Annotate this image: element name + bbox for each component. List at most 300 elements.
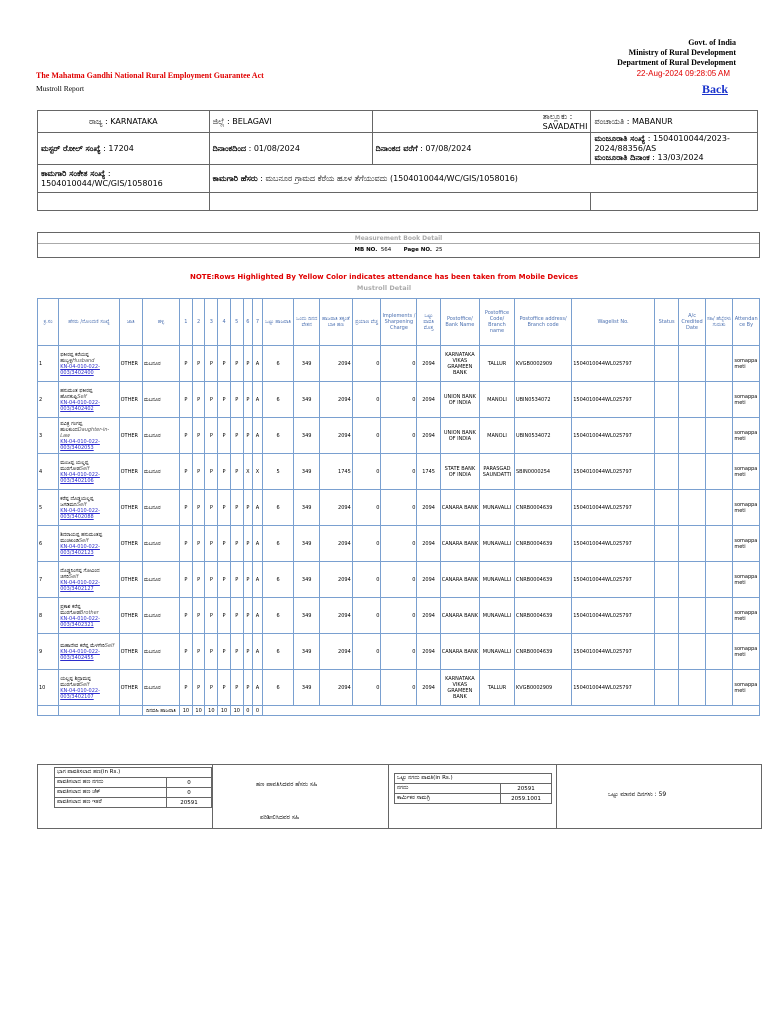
worker-cell[interactable] <box>59 598 119 634</box>
table-row <box>38 382 760 418</box>
due-cell: 2094 <box>417 490 440 526</box>
branch-cell: MUNAVALLI <box>479 634 514 670</box>
registration-link[interactable]: KN-04-010-022-003/3402123 <box>60 543 100 556</box>
travel-cell: 0 <box>352 634 381 670</box>
col-implements: Implements / Sharpening Charge <box>381 299 417 346</box>
mustroll-table <box>37 298 760 716</box>
worker-cell[interactable] <box>59 454 119 490</box>
wagelist-cell: 1504010044WL025797 <box>572 490 655 526</box>
attendance-cell: A <box>253 418 263 454</box>
attendance-cell: P <box>180 382 193 418</box>
total-cell: 6 <box>262 490 294 526</box>
sl-cell: 7 <box>38 562 59 598</box>
wage-cell: 2094 <box>319 526 352 562</box>
attendance-cell: P <box>205 598 218 634</box>
wage-cell: 2094 <box>319 382 352 418</box>
rate-cell: 349 <box>294 526 319 562</box>
back-link[interactable]: Back <box>701 82 728 96</box>
attendance-cell: X <box>243 454 253 490</box>
attendance-cell: P <box>205 526 218 562</box>
caste-cell: OTHER <box>119 670 142 706</box>
branch-code-cell: SBIN0000254 <box>514 454 571 490</box>
branch-code-cell: UBIN0534072 <box>514 418 571 454</box>
bank-cell: UNION BANK OF INDIA <box>440 418 479 454</box>
district-cell: ಜಿಲ್ಲೆ : BELAGAVI <box>209 111 372 133</box>
col-signature: ಸಹಿ/ ಹೆಬ್ಬೆರಳು ಗುರುತು <box>705 299 733 346</box>
blank-cell <box>591 193 758 211</box>
village-cell: ಮಬನೂರ <box>142 382 179 418</box>
signature-cell <box>705 454 733 490</box>
work-name-cell: ಕಾಮಗಾರಿ ಹೆಸರು : ಮಬನೂರ ಗ್ರಾಮದ ಕೆರೆಯ ಹೂಳ ತೆಗೆಯುವದು (1504010044/WC/GIS/1058016) <box>209 165 757 193</box>
col-sl: ಕ್ರ.ಸಂ <box>38 299 59 346</box>
paid-title: ಭಾಗ ಪಾವತಿಸಲಾದ ಹಣ(in Rs.) <box>55 768 212 778</box>
worker-cell[interactable] <box>59 562 119 598</box>
branch-cell: MUNAVALLI <box>479 562 514 598</box>
mb-divider <box>38 243 759 244</box>
caste-cell: OTHER <box>119 490 142 526</box>
col-branch: Postoffice Code/ Branch name <box>479 299 514 346</box>
ministry-label: Ministry of Rural Development <box>628 48 736 57</box>
due-cell: 2094 <box>417 634 440 670</box>
attendance-cell: P <box>218 346 231 382</box>
attendance-cell: P <box>180 418 193 454</box>
col-name: ಹೆಸರು /ನೋಂದಣಿ ಸಂಖ್ಯೆ <box>59 299 119 346</box>
attendance-cell: P <box>180 490 193 526</box>
registration-link[interactable]: KN-04-010-022-003/3402321 <box>60 615 100 628</box>
attendance-cell: P <box>218 418 231 454</box>
blank-cell <box>209 193 591 211</box>
report-date: 22-Aug-2024 09:28:05 AM <box>636 69 730 78</box>
paid-cash-value: 0 <box>167 778 212 788</box>
cash-total-title: ಒಟ್ಟು ನಗದು ಪಾವತಿ(in Rs.) <box>395 774 552 784</box>
attendance-by-cell: somappa meti <box>733 562 760 598</box>
wage-cell: 2094 <box>319 670 352 706</box>
wage-cell: 2094 <box>319 418 352 454</box>
travel-cell: 0 <box>352 562 381 598</box>
act-title: The Mahatma Gandhi National Rural Employment Guarantee Act <box>36 71 264 80</box>
col-status: Status <box>654 299 678 346</box>
worker-relation: Self <box>76 501 87 508</box>
paid-cheque-label: ಪಾವತಿಸಲಾದ ಹಣ ಚೆಕ್ <box>55 788 167 798</box>
village-cell: ಮಬನೂರ <box>142 670 179 706</box>
attendance-cell: A <box>253 490 263 526</box>
bank-cell: KARNATAKA VIKAS GRAMEEN BANK <box>440 670 479 706</box>
bank-cell: CANARA BANK <box>440 562 479 598</box>
sl-cell: 6 <box>38 526 59 562</box>
attendance-cell: P <box>243 382 253 418</box>
cash-value: 20591 <box>501 784 552 794</box>
department-label: Department of Rural Development <box>617 58 736 67</box>
wagelist-cell: 1504010044WL025797 <box>572 526 655 562</box>
attendance-cell: P <box>205 418 218 454</box>
registration-link[interactable]: KN-04-010-022-003/3402107 <box>60 687 100 700</box>
worker-name: ಮಂಜಪ್ಪ ಯಲ್ಲಪ್ಪ ಮುರಗೋಡ <box>60 459 89 472</box>
worker-cell[interactable] <box>59 526 119 562</box>
status-cell <box>654 634 678 670</box>
travel-cell: 0 <box>352 526 381 562</box>
wage-cell: 2094 <box>319 490 352 526</box>
credited-cell <box>679 598 706 634</box>
branch-cell: MANOLI <box>479 418 514 454</box>
bank-cell: KARNATAKA VIKAS GRAMEEN BANK <box>440 346 479 382</box>
branch-code-cell: KVGB0002909 <box>514 670 571 706</box>
attendance-cell: P <box>243 634 253 670</box>
attendance-cell: P <box>192 526 205 562</box>
worker-relation: Self <box>77 393 87 400</box>
col-due: ಒಟ್ಟು ಪಾವತಿ ಮೊತ್ತ <box>417 299 440 346</box>
attendance-cell: P <box>218 526 231 562</box>
worker-relation: Self <box>68 573 79 580</box>
branch-cell: PARASGAD SAUNDATTI <box>479 454 514 490</box>
to-date-cell: ದಿನಾಂಕದ ವರೆಗೆ : 07/08/2024 <box>372 133 591 165</box>
branch-cell: TALLUR <box>479 346 514 382</box>
bank-cell: CANARA BANK <box>440 634 479 670</box>
wage-cell: 2094 <box>319 634 352 670</box>
col-caste: ಜಾತಿ <box>119 299 142 346</box>
rate-cell: 349 <box>294 598 319 634</box>
mb-title: Measurement Book Detail <box>354 235 443 242</box>
attendance-cell: P <box>192 562 205 598</box>
attendance-cell: P <box>230 526 243 562</box>
caste-cell: OTHER <box>119 382 142 418</box>
col-travel: ಪ್ರಯಾಣ ವೆಚ್ಚ <box>352 299 381 346</box>
attendance-by-cell: somappa meti <box>733 382 760 418</box>
daily-count: 10 <box>192 706 205 716</box>
registration-link[interactable]: KN-04-010-022-003/3402106 <box>60 471 100 484</box>
total-cell: 6 <box>262 346 294 382</box>
signature-cell <box>705 634 733 670</box>
daily-count: 10 <box>230 706 243 716</box>
due-cell: 2094 <box>417 598 440 634</box>
payment-summary <box>37 764 762 829</box>
village-cell: ಮಬನೂರ <box>142 634 179 670</box>
divider <box>212 765 213 828</box>
travel-cell: 0 <box>352 670 381 706</box>
credited-cell <box>679 562 706 598</box>
bank-cell: UNION BANK OF INDIA <box>440 382 479 418</box>
attendance-cell: P <box>218 490 231 526</box>
village-cell: ಮಬನೂರ <box>142 562 179 598</box>
cash-total-table <box>394 773 552 804</box>
table-row <box>38 490 760 526</box>
attendance-cell: A <box>253 562 263 598</box>
signature-cell <box>705 526 733 562</box>
due-cell: 1745 <box>417 454 440 490</box>
worker-cell[interactable] <box>59 490 119 526</box>
caste-cell: OTHER <box>119 418 142 454</box>
attendance-cell: A <box>253 382 263 418</box>
total-cell: 6 <box>262 562 294 598</box>
daily-attendance-row <box>38 706 760 716</box>
col-day: 6 <box>243 299 253 346</box>
rate-cell: 349 <box>294 382 319 418</box>
implements-cell: 0 <box>381 418 417 454</box>
worker-relation: Husband <box>72 357 95 364</box>
worker-name: ಪ್ರಕಾಶ ಕರೆಪ್ಪ ಮುರಗೋಡ <box>60 603 81 616</box>
credited-cell <box>679 382 706 418</box>
total-cell: 6 <box>262 598 294 634</box>
wagelist-cell: 1504010044WL025797 <box>572 670 655 706</box>
credited-cell <box>679 634 706 670</box>
credited-cell <box>679 418 706 454</box>
branch-cell: MUNAVALLI <box>479 526 514 562</box>
implements-cell: 0 <box>381 562 417 598</box>
wage-cell: 2094 <box>319 346 352 382</box>
blank-cell <box>119 706 142 716</box>
work-info-table <box>37 110 758 211</box>
attendance-cell: P <box>192 598 205 634</box>
worker-relation: Self <box>79 681 90 688</box>
attendance-cell: P <box>205 670 218 706</box>
attendance-cell: P <box>218 598 231 634</box>
attendance-cell: P <box>192 346 205 382</box>
mobile-note: NOTE:Rows Highlighted By Yellow Color indicates attendance has been taken from Mobile Devices <box>190 273 578 281</box>
material-value: 2059.1001 <box>501 794 552 804</box>
bank-cell: CANARA BANK <box>440 526 479 562</box>
implements-cell: 0 <box>381 346 417 382</box>
signature-cell <box>705 562 733 598</box>
credited-cell <box>679 346 706 382</box>
status-cell <box>654 382 678 418</box>
branch-cell: MANOLI <box>479 382 514 418</box>
table-row <box>38 562 760 598</box>
implements-cell: 0 <box>381 598 417 634</box>
implements-cell: 0 <box>381 454 417 490</box>
attendance-cell: P <box>243 346 253 382</box>
total-cell: 6 <box>262 418 294 454</box>
branch-code-cell: CNRB0004639 <box>514 598 571 634</box>
col-day: 7 <box>253 299 263 346</box>
caste-cell: OTHER <box>119 634 142 670</box>
due-cell: 2094 <box>417 526 440 562</box>
paid-cheque-value: 0 <box>167 788 212 798</box>
attendance-cell: P <box>205 562 218 598</box>
material-label: ಕಾರ್ಮಿಕರ ಸಾಮಗ್ರಿ <box>395 794 501 804</box>
attendance-cell: P <box>230 418 243 454</box>
credited-cell <box>679 670 706 706</box>
checker-signature-label: ಪರಿಶೀಲಿಸಿದವರ ಸಹಿ <box>260 814 300 821</box>
registration-link[interactable]: KN-04-010-022-003/3402455 <box>60 648 100 661</box>
rate-cell: 349 <box>294 418 319 454</box>
mustroll-cell: ಮಸ್ಟರ್ ರೋಲ್ ಸಂಖ್ಯೆ : 17204 <box>38 133 210 165</box>
attendance-cell: A <box>253 346 263 382</box>
due-cell: 2094 <box>417 562 440 598</box>
caste-cell: OTHER <box>119 526 142 562</box>
wagelist-cell: 1504010044WL025797 <box>572 562 655 598</box>
worker-cell[interactable] <box>59 634 119 670</box>
attendance-cell: P <box>230 598 243 634</box>
attendance-cell: P <box>230 382 243 418</box>
registration-link[interactable]: KN-04-010-022-003/3402088 <box>60 507 100 520</box>
worker-name: ದೊಡ್ಡನಿಂಗಪ್ಪ ಗೋವಿಂದ ಚಿಗರಿ <box>60 567 100 580</box>
sl-cell: 10 <box>38 670 59 706</box>
col-branch-code: Postoffice address/ Branch code <box>514 299 571 346</box>
govt-label: Govt. of India <box>688 38 736 47</box>
registration-link[interactable]: KN-04-010-022-003/3402053 <box>60 438 100 451</box>
bank-cell: STATE BANK OF INDIA <box>440 454 479 490</box>
attendance-cell: P <box>218 454 231 490</box>
signature-cell <box>705 598 733 634</box>
worker-relation: Daughter-in-Law <box>60 426 110 439</box>
sl-cell: 9 <box>38 634 59 670</box>
mustroll-detail-title: Mustroll Detail <box>356 284 412 292</box>
paid-cash-label: ಪಾವತಿಸಲಾದ ಹಣ ನಗದು <box>55 778 167 788</box>
attendance-by-cell: somappa meti <box>733 454 760 490</box>
table-row <box>38 598 760 634</box>
daily-count: 10 <box>218 706 231 716</box>
worker-relation: Self <box>78 537 89 544</box>
credited-cell <box>679 454 706 490</box>
credited-cell <box>679 526 706 562</box>
attendance-cell: P <box>192 670 205 706</box>
worker-cell[interactable] <box>59 418 119 454</box>
travel-cell: 0 <box>352 346 381 382</box>
village-cell: ಮಬನೂರ <box>142 526 179 562</box>
wage-cell: 1745 <box>319 454 352 490</box>
implements-cell: 0 <box>381 382 417 418</box>
implements-cell: 0 <box>381 526 417 562</box>
attendance-by-cell: somappa meti <box>733 598 760 634</box>
worker-name: ಕರೆಪ್ಪ ದೊಡ್ಡಯಲ್ಲಪ್ಪ ಜಗಡಿಮನಿ <box>60 495 94 508</box>
due-cell: 2094 <box>417 382 440 418</box>
daily-count: 0 <box>253 706 263 716</box>
branch-code-cell: CNRB0004639 <box>514 490 571 526</box>
attendance-cell: A <box>253 670 263 706</box>
daily-count: 10 <box>205 706 218 716</box>
worker-cell[interactable] <box>59 670 119 706</box>
attendance-by-cell: somappa meti <box>733 346 760 382</box>
table-row <box>38 526 760 562</box>
status-cell <box>654 562 678 598</box>
attendance-cell: P <box>230 346 243 382</box>
worker-relation: Self <box>104 642 115 649</box>
registration-link[interactable]: KN-04-010-022-003/3402127 <box>60 579 100 592</box>
attendance-cell: P <box>180 634 193 670</box>
attendance-cell: P <box>205 490 218 526</box>
attendance-cell: P <box>230 490 243 526</box>
travel-cell: 0 <box>352 418 381 454</box>
col-bank: Postoffice/ Bank Name <box>440 299 479 346</box>
daily-attendance-label: ದಿನವಹಿ ಹಾಜರಾತಿ <box>142 706 179 716</box>
attendance-cell: A <box>253 526 263 562</box>
attendance-cell: P <box>205 346 218 382</box>
village-cell: ಮಬನೂರ <box>142 418 179 454</box>
table-row <box>38 418 760 454</box>
divider <box>556 765 557 828</box>
worker-name: ಫಕೀರಪ್ಪ ಕರೆಯಪ್ಪ ಹುಬ್ಬಳ್ಳಿ <box>60 351 89 364</box>
col-day: 1 <box>180 299 193 346</box>
sl-cell: 4 <box>38 454 59 490</box>
village-cell: ಮಬನೂರ <box>142 346 179 382</box>
attendance-cell: P <box>180 454 193 490</box>
attendance-cell: P <box>192 490 205 526</box>
status-cell <box>654 670 678 706</box>
wage-cell: 2094 <box>319 562 352 598</box>
attendance-cell: P <box>205 382 218 418</box>
col-day: 5 <box>230 299 243 346</box>
signature-cell <box>705 382 733 418</box>
rate-cell: 349 <box>294 670 319 706</box>
caste-cell: OTHER <box>119 346 142 382</box>
divider <box>388 765 389 828</box>
registration-link[interactable]: KN-04-010-022-003/3402402 <box>60 399 100 412</box>
sl-cell: 3 <box>38 418 59 454</box>
attendance-cell: P <box>218 634 231 670</box>
attendance-cell: P <box>243 418 253 454</box>
attendance-by-cell: somappa meti <box>733 490 760 526</box>
status-cell <box>654 526 678 562</box>
col-rate: ಒಂದು ದಿನದ ವೇತನ <box>294 299 319 346</box>
table-row <box>38 346 760 382</box>
attendance-cell: P <box>205 634 218 670</box>
blank-cell <box>38 193 210 211</box>
daily-count: 10 <box>180 706 193 716</box>
attendance-cell: P <box>230 454 243 490</box>
daily-count: 0 <box>243 706 253 716</box>
registration-link[interactable]: KN-04-010-022-003/3402400 <box>60 363 100 376</box>
worker-name: ಶಿದರಾಯಪ್ಪ ಹನುಮಂತಪ್ಪ ಮುಚಖಂಡಿ <box>60 531 103 544</box>
caste-cell: OTHER <box>119 598 142 634</box>
payer-signature-label: ಹಣ ಪಾವತಿಸಿದವರ ಹೆಸರು ಸಹಿ <box>256 781 318 788</box>
signature-cell <box>705 670 733 706</box>
attendance-cell: P <box>243 526 253 562</box>
attendance-cell: P <box>180 670 193 706</box>
report-title: Mustroll Report <box>36 84 85 93</box>
worker-name: ಹನುಮಂತ ಫಕೀರಪ್ಪ ಹೊನಕುಪ್ಪಿ <box>60 387 93 400</box>
attendance-cell: P <box>180 598 193 634</box>
wagelist-cell: 1504010044WL025797 <box>572 454 655 490</box>
worker-relation: Self <box>79 465 90 472</box>
branch-code-cell: CNRB0004639 <box>514 562 571 598</box>
table-row <box>38 634 760 670</box>
total-cell: 5 <box>262 454 294 490</box>
attendance-cell: X <box>253 454 263 490</box>
panchayat-cell: ಪಂಚಾಯತಿ : MABANUR <box>591 111 758 133</box>
branch-code-cell: KVGB0002909 <box>514 346 571 382</box>
status-cell <box>654 454 678 490</box>
attendance-cell: P <box>243 670 253 706</box>
caste-cell: OTHER <box>119 562 142 598</box>
attendance-by-cell: somappa meti <box>733 418 760 454</box>
total-cell: 6 <box>262 634 294 670</box>
attendance-cell: P <box>243 562 253 598</box>
rate-cell: 349 <box>294 634 319 670</box>
col-credited: A/c Credited Date <box>679 299 706 346</box>
total-cell: 6 <box>262 526 294 562</box>
attendance-cell: P <box>243 490 253 526</box>
worker-name: ಮಹಾದೇವ ಕರೆಪ್ಪ ಮೆಳಗೇರಿ <box>60 642 105 649</box>
attendance-cell: P <box>218 670 231 706</box>
attendance-by-cell: somappa meti <box>733 634 760 670</box>
worker-cell[interactable] <box>59 346 119 382</box>
attendance-cell: P <box>192 418 205 454</box>
rate-cell: 349 <box>294 454 319 490</box>
attendance-cell: P <box>218 382 231 418</box>
credited-cell <box>679 490 706 526</box>
wagelist-cell: 1504010044WL025797 <box>572 634 655 670</box>
worker-relation: Brother <box>79 609 99 616</box>
signature-cell <box>705 490 733 526</box>
state-cell: ರಾಜ್ಯ : KARNATAKA <box>38 111 210 133</box>
wagelist-cell: 1504010044WL025797 <box>572 598 655 634</box>
paid-amount-table <box>54 767 212 808</box>
attendance-cell: P <box>192 634 205 670</box>
worker-cell[interactable] <box>59 382 119 418</box>
signature-cell <box>705 346 733 382</box>
attendance-cell: P <box>243 598 253 634</box>
attendance-cell: P <box>180 562 193 598</box>
branch-cell: MUNAVALLI <box>479 598 514 634</box>
